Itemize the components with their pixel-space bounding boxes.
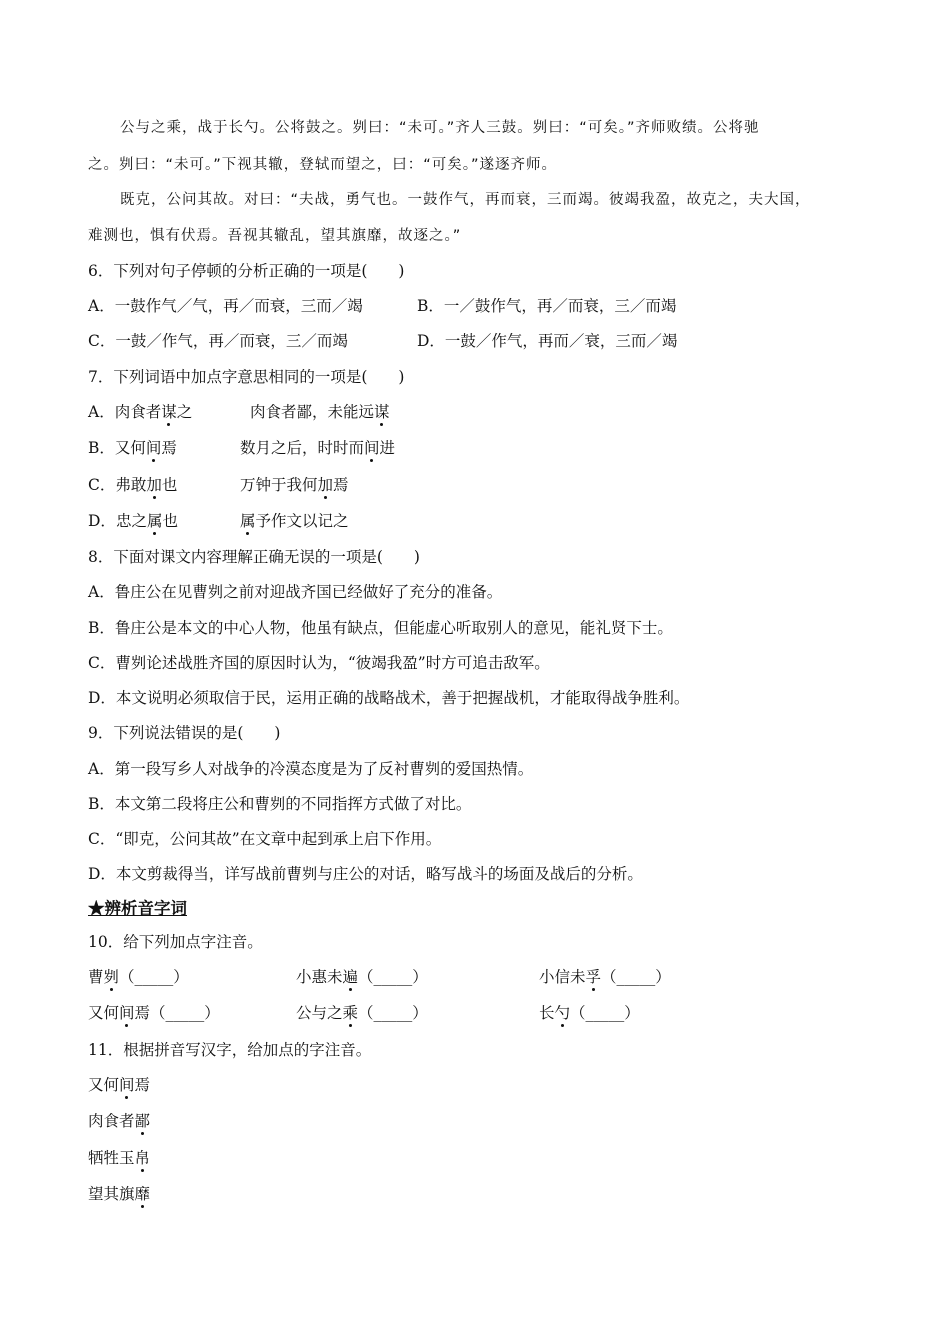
q7-option-c-compare — [240, 475, 349, 495]
q11-item-pre: 望其旗 — [88, 1185, 135, 1203]
passage-p1-line1: 公与之乘，战于长勺。公将鼓之。刿曰：“未可。”齐人三鼓。刿曰：“可矣。”齐师败绩。公将驰 — [120, 120, 760, 136]
q10-item-pre: 长 — [539, 1004, 555, 1022]
q8-stem: 8．下面对课文内容理解正确无误的一项是( ) — [88, 548, 420, 566]
q10-item-1 — [88, 967, 189, 987]
dotted-char: 帛 — [134, 1149, 151, 1167]
q6-stem: 6．下列对句子停顿的分析正确的一项是( ) — [88, 262, 405, 280]
dotted-char: 间 — [364, 439, 380, 457]
q7-d-word2-post: 予作文以记之 — [255, 512, 349, 530]
q10-item-pre: 小惠未 — [296, 968, 343, 986]
answer-blank[interactable]: （_____） — [150, 1004, 220, 1022]
q7-b-word2-post: 进 — [379, 439, 396, 457]
q9-option-a: A．第一段写乡人对战争的冷漠态度是为了反衬曹刿的爱国热情。 — [88, 760, 534, 778]
q11-stem: 11．根据拼音写汉字，给加点的字注音。 — [88, 1041, 372, 1059]
q10-item-5 — [296, 1003, 428, 1023]
q7-b-word1-post: 焉 — [161, 439, 177, 457]
q8-option-a: A．鲁庄公在见曹刿之前对迎战齐国已经做好了充分的准备。 — [88, 583, 503, 601]
q7-c-word1-post: 也 — [161, 476, 178, 494]
q10-stem: 10．给下列加点字注音。 — [88, 933, 263, 951]
dotted-char: 属 — [240, 512, 256, 530]
q7-b-word2-pre: 数月之后，时时而 — [240, 439, 365, 457]
answer-blank[interactable]: （_____） — [358, 968, 428, 986]
q6-option-a: A．一鼓作气／气，再／而衰，三而／竭 — [88, 297, 363, 315]
q8-option-b: B．鲁庄公是本文的中心人物，他虽有缺点，但能虚心听取别人的意见，能礼贤下士。 — [88, 619, 673, 637]
q10-item-pre: 又何 — [88, 1004, 120, 1022]
passage-p2-line1: 既克，公问其故。对曰：“夫战，勇气也。一鼓作气，再而衰，三而竭。彼竭我盈，故克之，夫大国， — [120, 192, 811, 208]
q7-option-a-compare — [250, 402, 390, 422]
q7-option-d — [88, 511, 178, 531]
dotted-char: 谋 — [161, 403, 177, 421]
option-label: B． — [88, 439, 115, 457]
dotted-char: 鄙 — [134, 1112, 151, 1130]
answer-blank[interactable]: （_____） — [358, 1004, 428, 1022]
q10-item-post: 焉 — [134, 1004, 151, 1022]
dotted-char: 间 — [119, 1004, 135, 1022]
dotted-char: 属 — [146, 512, 163, 530]
passage-p1-line2: 之。刿曰：“未可。”下视其辙，登轼而望之，曰：“可矣。”遂逐齐师。 — [88, 157, 558, 173]
q7-c-word2-pre: 万钟于我何 — [240, 476, 318, 494]
q7-a-word2-pre: 肉食者鄙，未能远 — [250, 403, 375, 421]
dotted-char: 靡 — [134, 1185, 151, 1203]
q7-a-word1-post: 之 — [176, 403, 193, 421]
dotted-char: 勺 — [554, 1004, 571, 1022]
q7-stem: 7．下列词语中加点字意思相同的一项是( ) — [88, 368, 405, 386]
dotted-char: 间 — [145, 439, 162, 457]
option-label: D． — [88, 512, 116, 530]
q7-option-b-compare — [240, 438, 395, 458]
dotted-char: 间 — [119, 1076, 135, 1094]
dotted-char: 谋 — [374, 403, 390, 421]
option-label: A． — [88, 403, 115, 421]
q9-option-d: D．本文剪裁得当，详写战前曹刿与庄公的对话，略写战斗的场面及战后的分析。 — [88, 865, 643, 883]
q7-d-word1-pre: 忠之 — [115, 512, 147, 530]
q8-option-d: D．本文说明必须取信于民，运用正确的战略战术，善于把握战机，才能取得战争胜利。 — [88, 689, 690, 707]
answer-blank[interactable]: （_____） — [601, 968, 671, 986]
q11-item-3 — [88, 1148, 150, 1168]
q7-b-word1-pre: 又何 — [114, 439, 146, 457]
q9-stem: 9．下列说法错误的是( ) — [88, 724, 281, 742]
passage-p2-line2: 难测也，惧有伏焉。吾视其辙乱，望其旗靡，故逐之。” — [88, 228, 462, 244]
section-heading: ★辨析音字词 — [88, 899, 187, 918]
dotted-char: 刿 — [103, 968, 120, 986]
q7-d-word1-post: 也 — [162, 512, 178, 530]
q7-option-d-compare — [240, 511, 349, 531]
q7-c-word1-pre: 弗敢 — [115, 476, 147, 494]
q11-item-post: 焉 — [134, 1076, 151, 1094]
dotted-char: 加 — [317, 476, 334, 494]
q10-item-2 — [296, 967, 428, 987]
q6-option-b: B．一／鼓作气，再／而衰，三／而竭 — [417, 297, 677, 315]
q7-option-b — [88, 438, 177, 458]
dotted-char: 加 — [146, 476, 162, 494]
dotted-char: 孚 — [585, 968, 602, 986]
q8-option-c: C．曹刿论述战胜齐国的原因时认为，“彼竭我盈”时方可追击敌军。 — [88, 654, 550, 672]
option-label: C． — [88, 476, 116, 494]
q11-item-pre: 牺牲玉 — [88, 1149, 135, 1167]
q9-option-b: B．本文第二段将庄公和曹刿的不同指挥方式做了对比。 — [88, 795, 472, 813]
q10-item-pre: 公与之 — [296, 1004, 343, 1022]
dotted-char: 乘 — [342, 1004, 359, 1022]
q7-a-word1-pre: 肉食者 — [114, 403, 162, 421]
q10-item-3 — [539, 967, 671, 987]
q7-option-a — [88, 402, 192, 422]
q6-option-c: C．一鼓／作气，再／而衰，三／而竭 — [88, 332, 348, 350]
q10-item-4 — [88, 1003, 220, 1023]
q11-item-2 — [88, 1111, 150, 1131]
q6-option-d: D．一鼓／作气，再而／衰，三而／竭 — [417, 332, 678, 350]
q10-item-pre: 曹 — [88, 968, 104, 986]
q7-option-c — [88, 475, 177, 495]
dotted-char: 遍 — [342, 968, 359, 986]
q10-item-pre: 小信未 — [539, 968, 586, 986]
answer-blank[interactable]: （_____） — [570, 1004, 640, 1022]
q9-option-c: C．“即克，公问其故”在文章中起到承上启下作用。 — [88, 830, 442, 848]
q11-item-pre: 肉食者 — [88, 1112, 135, 1130]
q11-item-pre: 又何 — [88, 1076, 120, 1094]
q11-item-1 — [88, 1075, 150, 1095]
q7-c-word2-post: 焉 — [333, 476, 349, 494]
q11-item-4 — [88, 1184, 150, 1204]
q10-item-6 — [539, 1003, 640, 1023]
answer-blank[interactable]: （_____） — [119, 968, 189, 986]
